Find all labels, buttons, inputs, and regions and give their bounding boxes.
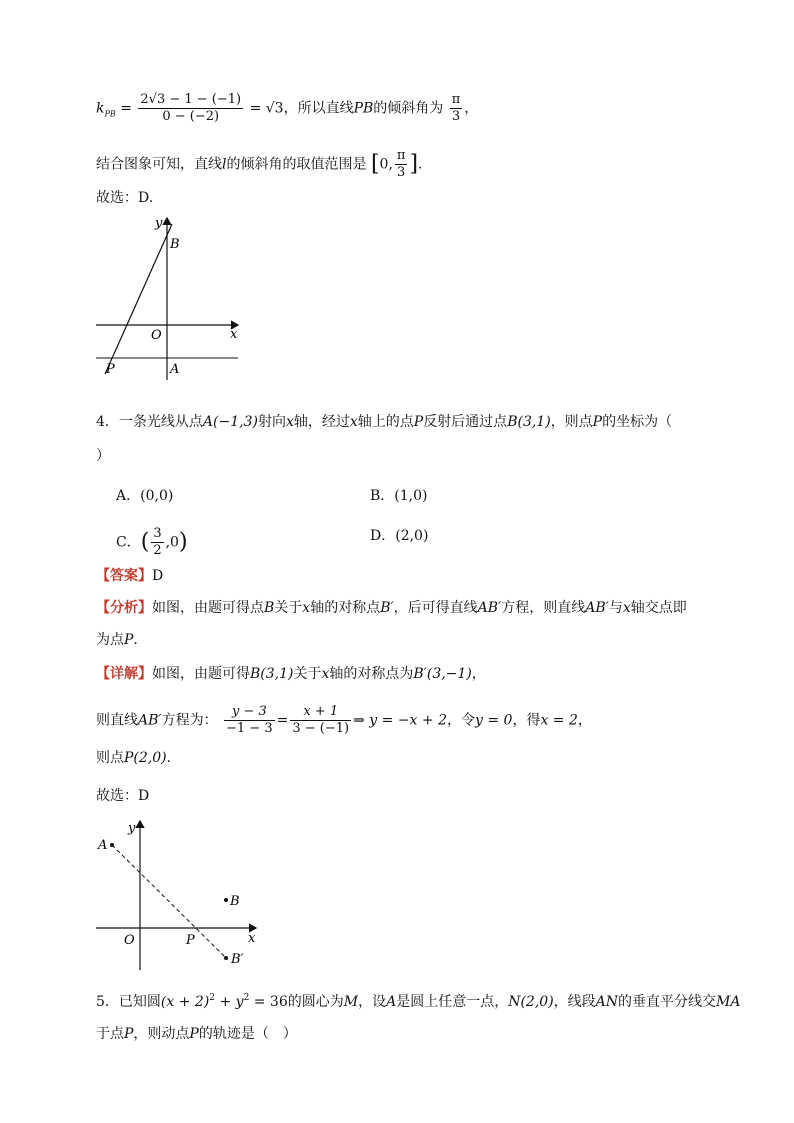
line-pb	[105, 224, 172, 374]
q4-line-equation: 则直线AB′方程为： $\frac{y - 3}{-1 - 3}$ = $\frac{x + 1}{3 - (-1)}$ ⇒ y = −x + 2，令y = 0，得x = 2，	[96, 704, 592, 736]
option-c[interactable]: C．( $\frac{3}{2}$ ,0)	[116, 526, 188, 558]
answer-tag: 【答案】	[96, 568, 152, 584]
fig2-label-p: P	[186, 933, 195, 948]
fig1-label-y: y	[155, 216, 163, 231]
q3-choice: 故选：D.	[96, 190, 154, 206]
q4-detail-line1: 【详解】如图，由题可得B(3,1)关于x轴的对称点为B′(3,−1)，	[96, 666, 486, 682]
q5-stem-line2: 于点P，则动点P的轨迹是（ ）	[96, 1026, 297, 1042]
point-a	[110, 843, 114, 847]
q4-analysis-line2: 为点P.	[96, 632, 138, 648]
q4-stem-close: ）	[96, 448, 110, 464]
q4-figure	[90, 815, 270, 975]
fig2-label-o: O	[124, 933, 135, 948]
q4-choice: 故选：D	[96, 788, 150, 804]
eq-left-fraction: $\frac{y - 3}{-1 - 3}$	[226, 704, 273, 736]
fig2-label-y: y	[128, 821, 136, 836]
q5-stem-line1: 5．已知圆$(x + 2)^2 + y^2 = 36$的圆心为M，设A是圆上任意一点，N(2,0)，线段AN的垂直平分线交MA	[96, 993, 741, 1010]
fig2-label-b-prime: B′	[231, 952, 244, 967]
slope-result: = √3	[249, 100, 284, 117]
fig2-label-x: x	[248, 931, 256, 946]
slope-numerator: 2√3 − 1 − (−1)	[140, 92, 242, 107]
slope-subscript: PB	[104, 109, 116, 119]
fig1-label-b: B	[170, 237, 180, 252]
fig2-label-a: A	[98, 838, 108, 853]
slope-equation: $k_{PB}$ = $\frac{2√3 - 1 - (-1)}{0 - (-2)}$ = √3，所以直线PB的倾斜角为 $\frac{\pi}{3}$ ，	[96, 92, 479, 124]
fig1-label-x: x	[230, 327, 238, 342]
option-a[interactable]: A．(0,0)	[116, 488, 174, 504]
q4-analysis-line1: 【分析】如图，由题可得点B关于x轴的对称点B′，后可得直线AB′方程，则直线AB′与x轴交点即	[96, 600, 687, 616]
q4-answer: 【答案】D	[96, 568, 164, 584]
angle-fraction: $\frac{\pi}{3}$	[451, 92, 461, 124]
q4-conclusion: 则点P(2,0).	[96, 750, 172, 766]
fig1-label-o: O	[151, 328, 162, 343]
range-sentence: 结合图象可知，直线l的倾斜角的取值范围是 [0, $\frac{\pi}{3}$ ].	[96, 148, 423, 180]
q4-stem-line1: 4．一条光线从点A(−1,3)射向x轴，经过x轴上的点P反射后通过点B(3,1)，则点P的坐标为（	[96, 414, 673, 430]
eq-right-fraction: $\frac{x + 1}{3 - (-1)}$	[292, 704, 350, 736]
point-b-prime	[224, 956, 228, 960]
fig1-label-p: P	[106, 362, 115, 377]
option-d[interactable]: D．(2,0)	[370, 528, 429, 544]
point-b	[224, 898, 228, 902]
option-b[interactable]: B．(1,0)	[370, 488, 428, 504]
slope-fraction	[138, 92, 243, 125]
fig2-label-b: B	[230, 894, 240, 909]
analysis-tag: 【分析】	[96, 600, 152, 616]
q3-figure	[90, 212, 250, 382]
detail-tag: 【详解】	[96, 666, 152, 682]
slope-symbol: k	[96, 100, 105, 117]
slope-denominator: 0 − (−2)	[138, 108, 243, 125]
range-fraction: $\frac{\pi}{3}$	[396, 148, 406, 180]
fig1-label-a: A	[170, 362, 180, 377]
